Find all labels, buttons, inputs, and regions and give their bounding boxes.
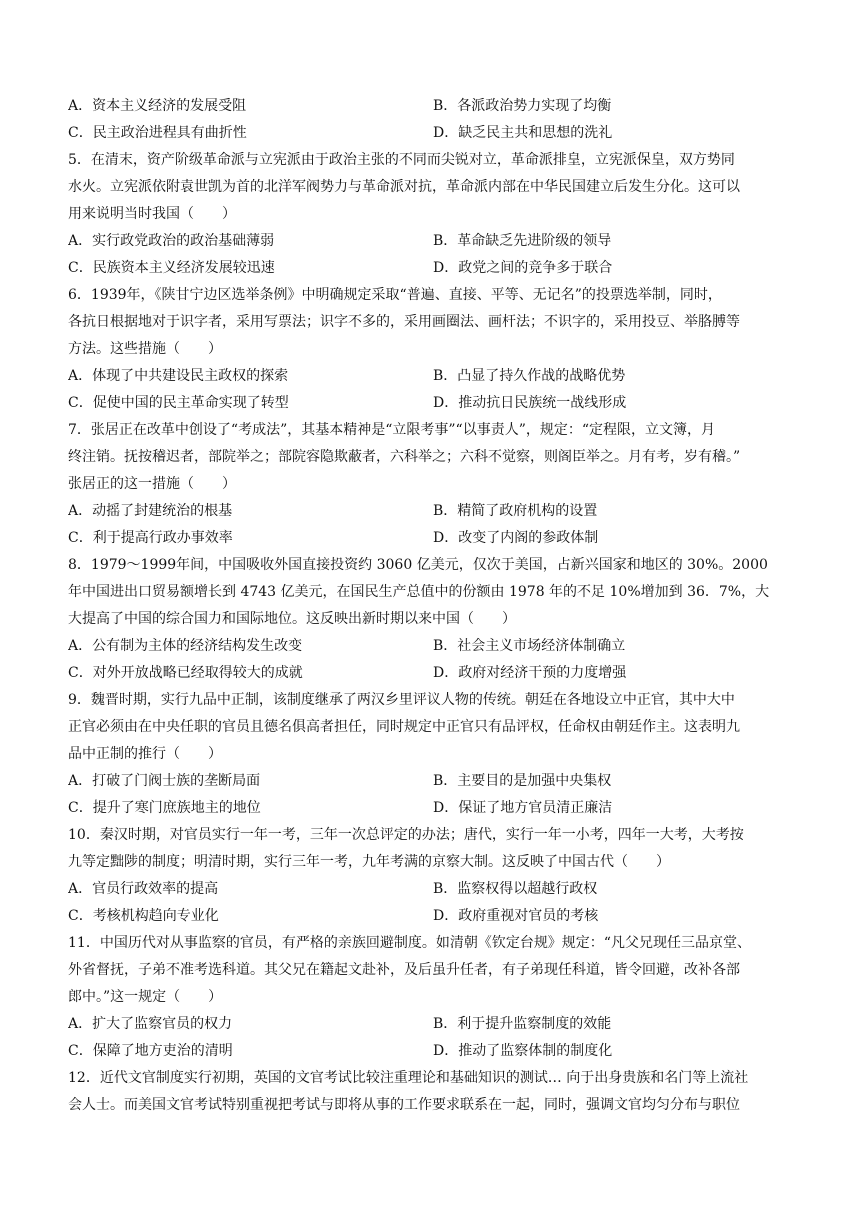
option-c: C．民主政治进程具有曲折性 <box>68 125 247 141</box>
question-stem-continued: 品中正制的推行（ ） <box>68 746 222 762</box>
options-row <box>68 876 798 903</box>
option-d: D．改变了内阁的参政体制 <box>433 530 599 546</box>
question-stem: 6．1939年，《陕甘宁边区选举条例》中明确规定采取“普遍、直接、平等、无记名”的投票选举制，同时， <box>68 287 722 303</box>
question-block <box>68 687 798 822</box>
question-stem-continued: 九等定黜陟的制度；明清时期，实行三年一考，九年考满的京察大制。这反映了中国古代（ ） <box>68 854 670 870</box>
options-row <box>68 633 798 660</box>
question-block <box>68 147 798 282</box>
option-c: C．利于提高行政办事效率 <box>68 530 233 546</box>
question-stem-continued: 用来说明当时我国（ ） <box>68 206 236 222</box>
prev-question-options-row-1 <box>68 93 798 120</box>
option-c: C．对外开放战略已经取得较大的成就 <box>68 665 303 681</box>
option-d: D．保证了地方官员清正廉洁 <box>433 800 613 816</box>
question-block <box>68 930 798 1065</box>
options-row <box>68 390 798 417</box>
option-b: B．各派政治势力实现了均衡 <box>433 98 612 114</box>
question-stem-continued: 正官必须由在中央任职的官员且德名俱高者担任，同时规定中正官只有品评权，任命权由朝廷作主。这表明九 <box>68 719 740 735</box>
options-row <box>68 768 798 795</box>
option-a: A．公有制为主体的经济结构发生改变 <box>68 638 303 654</box>
options-row <box>68 228 798 255</box>
options-row <box>68 903 798 930</box>
option-d: D．政府重视对官员的考核 <box>433 908 599 924</box>
options-row <box>68 795 798 822</box>
option-a: A．官员行政效率的提高 <box>68 881 219 897</box>
option-d: D．推动抗日民族统一战线形成 <box>433 395 627 411</box>
question-block <box>68 552 798 687</box>
page-content <box>68 93 798 1119</box>
option-b: B．凸显了持久作战的战略优势 <box>433 368 626 384</box>
option-c: C．保障了地方吏治的清明 <box>68 1043 233 1059</box>
options-row <box>68 525 798 552</box>
question-stem-continued: 各抗日根据地对于识字者，采用写票法；识字不多的，采用画圈法、画杆法；不识字的，采用投豆、举胳膊等 <box>68 314 740 330</box>
option-a: A．实行政党政治的政治基础薄弱 <box>68 233 275 249</box>
prev-question-options-row-2 <box>68 120 798 147</box>
option-c: C．提升了寒门庶族地主的地位 <box>68 800 261 816</box>
question-stem-continued: 会人士。而美国文官考试特别重视把考试与即将从事的工作要求联系在一起，同时，强调文官均匀分布与职位 <box>68 1097 740 1113</box>
option-c: C．促使中国的民主革命实现了转型 <box>68 395 289 411</box>
option-b: B．利于提升监察制度的效能 <box>433 1016 612 1032</box>
question-stem: 10．秦汉时期，对官员实行一年一考，三年一次总评定的办法；唐代，实行一年一小考，四年一大考，大考按 <box>68 827 744 843</box>
question-stem-continued: 张居正的这一措施（ ） <box>68 476 236 492</box>
options-row <box>68 363 798 390</box>
question-stem: 9．魏晋时期，实行九品中正制，该制度继承了两汉乡里评议人物的传统。朝廷在各地设立中正官，其中大中 <box>68 692 735 708</box>
option-a: A．打破了门阀士族的垄断局面 <box>68 773 261 789</box>
option-d: D．缺乏民主共和思想的洗礼 <box>433 125 613 141</box>
question-stem: 7．张居正在改革中创设了“考成法”，其基本精神是“立限考事”“以事责人”，规定：“定程限，立文簿，月 <box>68 422 716 438</box>
options-row <box>68 255 798 282</box>
question-stem-continued: 方法。这些措施（ ） <box>68 341 222 357</box>
options-row <box>68 498 798 525</box>
question-block <box>68 417 798 552</box>
option-b: B．精简了政府机构的设置 <box>433 503 598 519</box>
question-stem-continued: 水火。立宪派依附袁世凯为首的北洋军阀势力与革命派对抗，革命派内部在中华民国建立后发生分化。这可以 <box>68 179 740 195</box>
option-c: C．民族资本主义经济发展较迅速 <box>68 260 275 276</box>
question-list <box>68 147 798 1119</box>
option-d: D．推动了监察体制的制度化 <box>433 1043 613 1059</box>
question-stem: 8．1979～1999年间，中国吸收外国直接投资约 3060 亿美元，仅次于美国，占新兴国家和地区的 30%。2000 <box>68 557 768 573</box>
option-b: B．主要目的是加强中央集权 <box>433 773 612 789</box>
option-d: D．政党之间的竞争多于联合 <box>433 260 613 276</box>
question-block <box>68 282 798 417</box>
question-block <box>68 822 798 930</box>
options-row <box>68 1011 798 1038</box>
question-stem: 12．近代文官制度实行初期，英国的文官考试比较注重理论和基础知识的测试… 向于出身贵族和名门等上流社 <box>68 1070 749 1086</box>
option-a: A．资本主义经济的发展受阻 <box>68 98 247 114</box>
option-b: B．革命缺乏先进阶级的领导 <box>433 233 612 249</box>
question-stem: 5．在清末，资产阶级革命派与立宪派由于政治主张的不同而尖锐对立，革命派排皇，立宪派保皇，双方势同 <box>68 152 735 168</box>
question-stem-continued: 大提高了中国的综合国力和国际地位。这反映出新时期以来中国（ ） <box>68 611 516 627</box>
options-row <box>68 1038 798 1065</box>
question-block <box>68 1065 798 1119</box>
question-stem-continued: 郎中。”这一规定（ ） <box>68 989 223 1005</box>
question-stem-continued: 年中国进出口贸易额增长到 4743 亿美元，在国民生产总值中的份额由 1978 年的不足 10%增加到 36．7%，大 <box>68 584 770 600</box>
option-d: D．政府对经济干预的力度增强 <box>433 665 627 681</box>
question-stem-continued: 外省督抚，子弟不准考选科道。其父兄在籍起文赴补，及后虽升任者，有子弟现任科道，皆令回避，改补各部 <box>68 962 740 978</box>
option-b: B．社会主义市场经济体制确立 <box>433 638 626 654</box>
option-c: C．考核机构趋向专业化 <box>68 908 219 924</box>
option-a: A．体现了中共建设民主政权的探索 <box>68 368 289 384</box>
question-stem: 11．中国历代对从事监察的官员，有严格的亲族回避制度。如清朝《钦定台规》规定：“凡父兄现任三品京堂、 <box>68 935 751 951</box>
question-stem-continued: 终注销。抚按稽迟者，部院举之；部院容隐欺蔽者，六科举之；六科不觉察，则阁臣举之。月有考，岁有稽。” <box>68 449 741 465</box>
option-a: A．动摇了封建统治的根基 <box>68 503 233 519</box>
options-row <box>68 660 798 687</box>
option-b: B．监察权得以超越行政权 <box>433 881 598 897</box>
option-a: A．扩大了监察官员的权力 <box>68 1016 233 1032</box>
